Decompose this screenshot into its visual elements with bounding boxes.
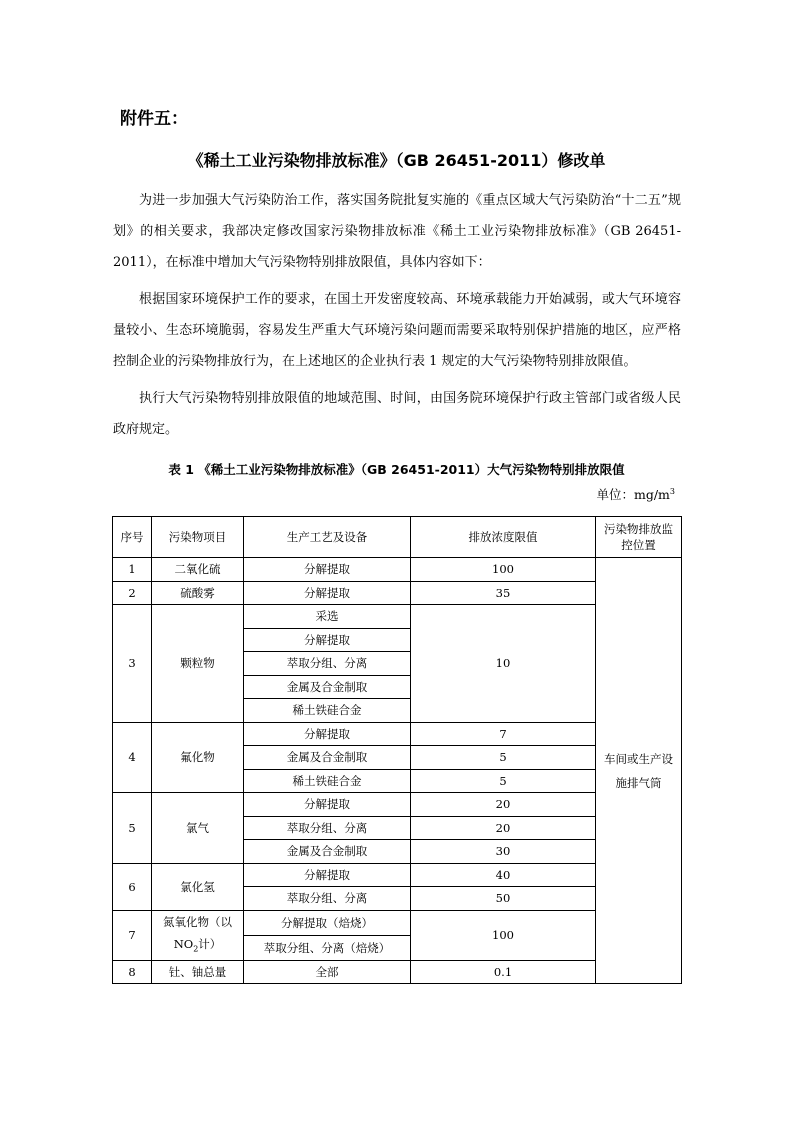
row-limit: 5 xyxy=(411,769,596,793)
row-pollutant: 二氧化硫 xyxy=(152,558,244,582)
row-limit: 10 xyxy=(411,605,596,723)
row-limit: 0.1 xyxy=(411,960,596,984)
table-row xyxy=(113,558,682,582)
row-process: 萃取分组、分离（焙烧） xyxy=(244,935,411,960)
row-limit: 40 xyxy=(411,863,596,887)
row-limit: 20 xyxy=(411,816,596,840)
row-process: 分解提取 xyxy=(244,558,411,582)
row-pollutant: 氟化物 xyxy=(152,722,244,793)
row-pollutant: 颗粒物 xyxy=(152,605,244,723)
row-no: 3 xyxy=(113,605,152,723)
row-pollutant: 钍、铀总量 xyxy=(152,960,244,984)
row-limit: 35 xyxy=(411,581,596,605)
paragraph: 根据国家环境保护工作的要求，在国土开发密度较高、环境承载能力开始减弱，或大气环境容量较小、生态环境脆弱，容易发生严重大气环境污染问题而需要采取特别保护措施的地区，应严格控制企业的污染物排放行为，在上述地区的企业执行表 1 规定的大气污染物特别排放限值。 xyxy=(113,292,681,369)
row-limit: 100 xyxy=(411,558,596,582)
row-process: 萃取分组、分离 xyxy=(244,816,411,840)
row-no: 7 xyxy=(113,910,152,960)
table-caption: 表 1 《稀土工业污染物排放标准》（GB 26451-2011）大气污染物特别排放限值 xyxy=(168,462,625,477)
row-limit: 5 xyxy=(411,746,596,770)
unit-superscript: 3 xyxy=(669,486,675,496)
row-pollutant: 硫酸雾 xyxy=(152,581,244,605)
row-limit: 30 xyxy=(411,840,596,864)
annex-label: 附件五： xyxy=(120,109,188,129)
row-process: 分解提取 xyxy=(244,722,411,746)
row-no: 2 xyxy=(113,581,152,605)
paragraph: 执行大气污染物特别排放限值的地域范围、时间，由国务院环境保护行政主管部门或省级人民政府规定。 xyxy=(113,391,681,437)
row-no: 4 xyxy=(113,722,152,793)
document-title: 《稀土工业污染物排放标准》（GB 26451-2011）修改单 xyxy=(187,151,606,170)
row-process: 分解提取（焙烧） xyxy=(244,910,411,935)
row-no: 1 xyxy=(113,558,152,582)
row-process: 分解提取 xyxy=(244,628,411,652)
row-no: 5 xyxy=(113,793,152,864)
row-limit: 50 xyxy=(411,887,596,911)
monitoring-location: 车间或生产设施排气筒 xyxy=(596,558,682,984)
emission-limits-table xyxy=(112,516,682,984)
row-process: 金属及合金制取 xyxy=(244,840,411,864)
row-process: 萃取分组、分离 xyxy=(244,887,411,911)
row-process: 分解提取 xyxy=(244,863,411,887)
row-pollutant: 氯化氢 xyxy=(152,863,244,910)
row-process: 全部 xyxy=(244,960,411,984)
row-process: 分解提取 xyxy=(244,581,411,605)
row-pollutant: 氯气 xyxy=(152,793,244,864)
pollutant-formula-sub: 2 xyxy=(193,943,199,953)
pollutant-text-end: 计） xyxy=(198,936,222,951)
row-no: 8 xyxy=(113,960,152,984)
row-process: 分解提取 xyxy=(244,793,411,817)
header-process: 生产工艺及设备 xyxy=(244,517,411,558)
row-limit: 20 xyxy=(411,793,596,817)
row-process: 萃取分组、分离 xyxy=(244,652,411,676)
row-pollutant xyxy=(152,910,244,960)
header-no: 序号 xyxy=(113,517,152,558)
row-limit: 7 xyxy=(411,722,596,746)
header-location: 污染物排放监控位置 xyxy=(596,517,682,558)
header-limit: 排放浓度限值 xyxy=(411,517,596,558)
row-process: 金属及合金制取 xyxy=(244,675,411,699)
pollutant-text: 氮氧化物（以 xyxy=(163,914,232,929)
row-limit: 100 xyxy=(411,910,596,960)
row-process: 稀土铁硅合金 xyxy=(244,699,411,723)
paragraph: 为进一步加强大气污染防治工作，落实国务院批复实施的《重点区域大气污染防治“十二五”规划》的相关要求，我部决定修改国家污染物排放标准《稀土工业污染物排放标准》（GB 26451-2011），在标准中增加大气污染物特别排放限值，具体内容如下： xyxy=(113,193,681,270)
header-pollutant: 污染物项目 xyxy=(152,517,244,558)
row-process: 金属及合金制取 xyxy=(244,746,411,770)
unit-text: 单位：mg/m xyxy=(596,487,670,502)
pollutant-formula: NO xyxy=(173,936,194,951)
row-process: 稀土铁硅合金 xyxy=(244,769,411,793)
unit-label xyxy=(596,485,675,503)
body-text xyxy=(113,185,681,451)
row-no: 6 xyxy=(113,863,152,910)
row-process: 采选 xyxy=(244,605,411,629)
